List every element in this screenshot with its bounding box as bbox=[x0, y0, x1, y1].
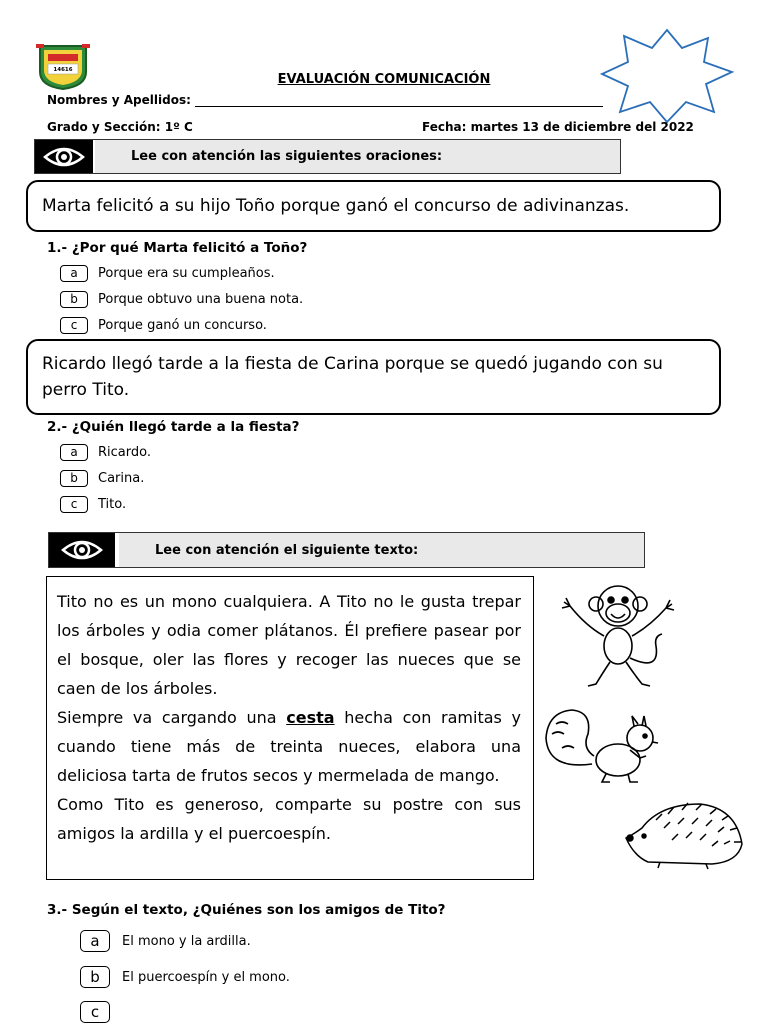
option-letter: a bbox=[80, 930, 110, 952]
page-title: EVALUACIÓN COMUNICACIÓN bbox=[277, 72, 491, 87]
sentence-2: Ricardo llegó tarde a la fiesta de Carina porque se quedó jugando con su perro Tito. bbox=[42, 354, 663, 400]
svg-text:14616: 14616 bbox=[53, 67, 73, 73]
option-text: El mono y la ardilla. bbox=[122, 933, 251, 949]
option-letter: c bbox=[60, 317, 88, 334]
q1-option-b[interactable] bbox=[60, 291, 303, 308]
option-letter: b bbox=[60, 470, 88, 487]
question-3-number: 3.- bbox=[47, 902, 68, 918]
banner-divider bbox=[117, 533, 119, 567]
q3-option-b[interactable] bbox=[80, 966, 290, 988]
option-text: Ricardo. bbox=[98, 445, 151, 460]
question-1-number: 1.- bbox=[47, 240, 68, 256]
names-label: Nombres y Apellidos: bbox=[47, 93, 191, 107]
question-1 bbox=[47, 240, 307, 256]
instruction-text-1: Lee con atención las siguientes oraciones: bbox=[131, 149, 443, 164]
eye-icon bbox=[35, 140, 95, 173]
story-text-box bbox=[46, 576, 534, 880]
squirrel-icon bbox=[542, 704, 668, 786]
names-field[interactable] bbox=[47, 93, 603, 107]
story-paragraph-3: Como Tito es generoso, comparte su postre con sus amigos la ardilla y el puercoespín. bbox=[57, 795, 521, 843]
option-text: El puercoespín y el mono. bbox=[122, 969, 290, 985]
q1-option-c[interactable] bbox=[60, 317, 267, 334]
option-letter: b bbox=[60, 291, 88, 308]
question-2-text: ¿Quién llegó tarde a la fiesta? bbox=[71, 419, 300, 435]
q2-option-b[interactable] bbox=[60, 470, 144, 487]
sentence-1: Marta felicitó a su hijo Toño porque ganó el concurso de adivinanzas. bbox=[42, 196, 630, 216]
option-letter: c bbox=[60, 496, 88, 513]
option-text: Carina. bbox=[98, 471, 145, 486]
hedgehog-icon bbox=[620, 798, 746, 872]
instruction-banner-2 bbox=[48, 532, 645, 568]
option-letter: c bbox=[80, 1001, 110, 1023]
question-2 bbox=[47, 419, 299, 435]
option-letter: a bbox=[60, 444, 88, 461]
monkey-icon bbox=[556, 576, 680, 694]
story-paragraph-1: Tito no es un mono cualquiera. A Tito no le gusta trepar los árboles y odia comer plátanos. Él prefiere pasear por el bosque, oler las flores y recoger las nueces que se caen de los árboles. bbox=[57, 592, 521, 698]
option-letter: a bbox=[60, 265, 88, 282]
date: Fecha: martes 13 de diciembre del 2022 bbox=[422, 120, 694, 134]
option-text: Porque obtuvo una buena nota. bbox=[98, 292, 304, 307]
sentence-box-2 bbox=[26, 339, 721, 415]
question-2-number: 2.- bbox=[47, 419, 68, 435]
names-line bbox=[195, 95, 603, 107]
option-letter: b bbox=[80, 966, 110, 988]
instruction-text-2: Lee con atención el siguiente texto: bbox=[155, 542, 419, 558]
option-text: Tito. bbox=[98, 497, 127, 512]
q2-option-c[interactable] bbox=[60, 496, 126, 513]
eye-icon bbox=[49, 533, 117, 567]
option-text: Porque era su cumpleaños. bbox=[98, 266, 275, 281]
q2-option-a[interactable] bbox=[60, 444, 151, 461]
highlighted-word: cesta bbox=[286, 708, 335, 727]
q3-option-a[interactable] bbox=[80, 930, 251, 952]
sentence-box-1 bbox=[26, 180, 721, 232]
q3-option-c[interactable] bbox=[80, 1001, 122, 1023]
story-p2-start: Siempre va cargando una bbox=[57, 708, 287, 727]
grade-section: Grado y Sección: 1º C bbox=[47, 120, 193, 134]
question-3-text: Según el texto, ¿Quiénes son los amigos de Tito? bbox=[71, 902, 446, 918]
q1-option-a[interactable] bbox=[60, 265, 275, 282]
story-p2-end: hecha con ramitas y cuando tiene más de treinta nueces, elabora una deliciosa tarta de frutos secos y mermelada de mango. bbox=[57, 708, 521, 785]
question-1-text: ¿Por qué Marta felicitó a Toño? bbox=[71, 240, 308, 256]
option-text: Porque ganó un concurso. bbox=[98, 318, 267, 333]
instruction-banner-1 bbox=[34, 139, 621, 174]
story-paragraph-2 bbox=[57, 703, 521, 790]
question-3 bbox=[47, 902, 446, 918]
